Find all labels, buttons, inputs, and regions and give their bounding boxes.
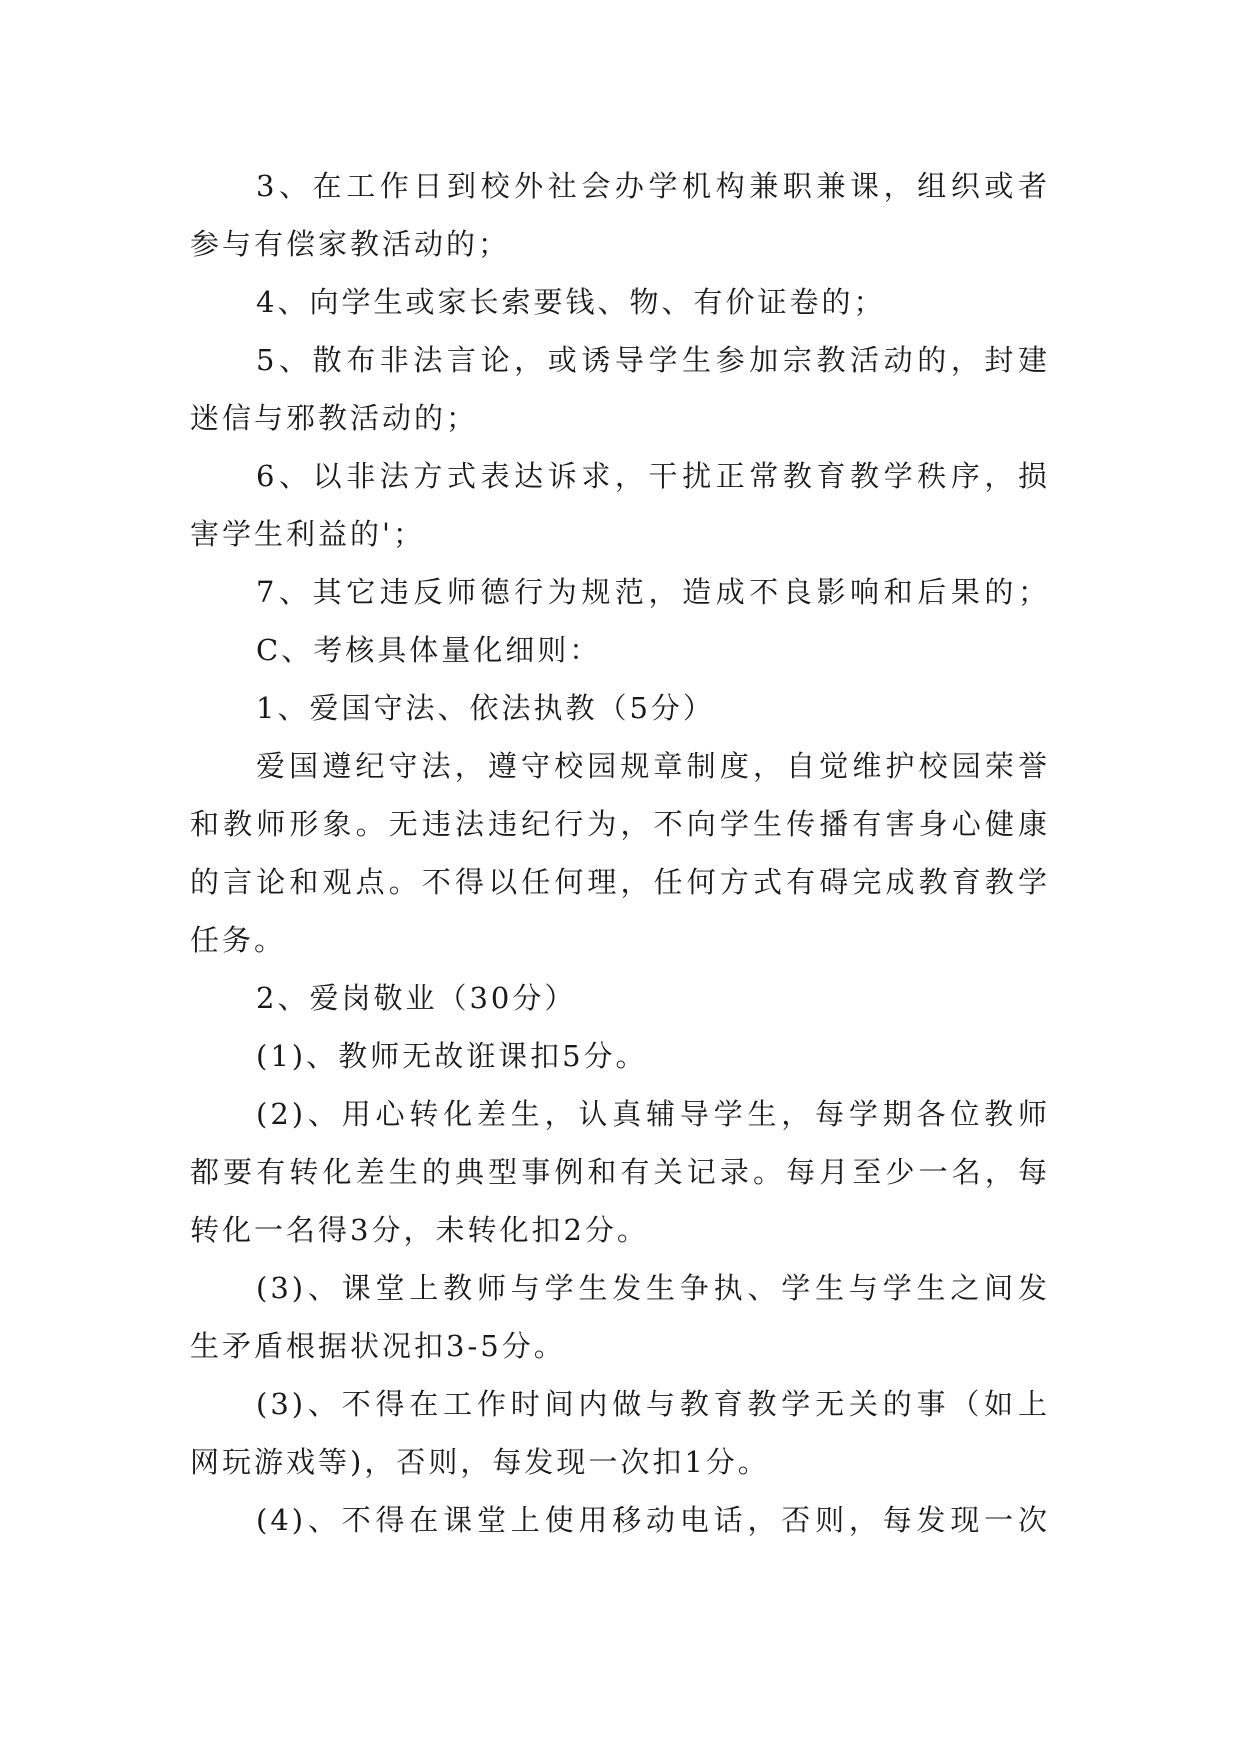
paragraph-line: (2)、用心转化差生，认真辅导学生，每学期各位教师 bbox=[256, 1097, 1050, 1131]
paragraph-line: (1)、教师无故诳课扣5分。 bbox=[256, 1039, 648, 1073]
paragraph-line: 1、爱国守法、依法执教（5分） bbox=[256, 691, 715, 725]
paragraph-line: 网玩游戏等)，否则，每发现一次扣1分。 bbox=[190, 1445, 770, 1479]
paragraph-line: (3)、课堂上教师与学生发生争执、学生与学生之间发 bbox=[256, 1271, 1050, 1305]
paragraph-line: 4、向学生或家长索要钱、物、有价证卷的； bbox=[256, 285, 886, 319]
paragraph-line: 5、散布非法言论，或诱导学生参加宗教活动的，封建 bbox=[256, 343, 1050, 377]
paragraph-line: 2、爱岗敬业（30分） bbox=[256, 981, 577, 1015]
paragraph-line: (3)、不得在工作时间内做与教育教学无关的事（如上 bbox=[256, 1387, 1050, 1421]
paragraph-line: 迷信与邪教活动的； bbox=[190, 401, 479, 435]
paragraph-line: 转化一名得3分，未转化扣2分。 bbox=[190, 1213, 649, 1247]
paragraph-line: C、考核具体量化细则： bbox=[256, 633, 602, 667]
paragraph-line: 参与有偿家教活动的； bbox=[190, 227, 511, 261]
paragraph-line: 生矛盾根据状况扣3-5分。 bbox=[190, 1329, 566, 1363]
paragraph-line: 害学生利益的'； bbox=[190, 517, 425, 551]
document-body bbox=[190, 157, 1050, 1549]
paragraph-line: 7、其它违反师德行为规范，造成不良影响和后果的； bbox=[256, 575, 1050, 609]
paragraph-line: 3、在工作日到校外社会办学机构兼职兼课，组织或者 bbox=[256, 169, 1050, 203]
paragraph-line: (4)、不得在课堂上使用移动电话，否则，每发现一次 bbox=[256, 1503, 1050, 1537]
paragraph-line: 任务。 bbox=[190, 923, 287, 957]
paragraph-line: 都要有转化差生的典型事例和有关记录。每月至少一名，每 bbox=[190, 1155, 1050, 1189]
paragraph-line: 6、以非法方式表达诉求，干扰正常教育教学秩序，损 bbox=[256, 459, 1050, 493]
paragraph-line: 的言论和观点。不得以任何理，任何方式有碍完成教育教学 bbox=[190, 865, 1050, 899]
paragraph-line: 和教师形象。无违法违纪行为，不向学生传播有害身心健康 bbox=[190, 807, 1050, 841]
paragraph-line: 爱国遵纪守法，遵守校园规章制度，自觉维护校园荣誉 bbox=[256, 749, 1050, 783]
